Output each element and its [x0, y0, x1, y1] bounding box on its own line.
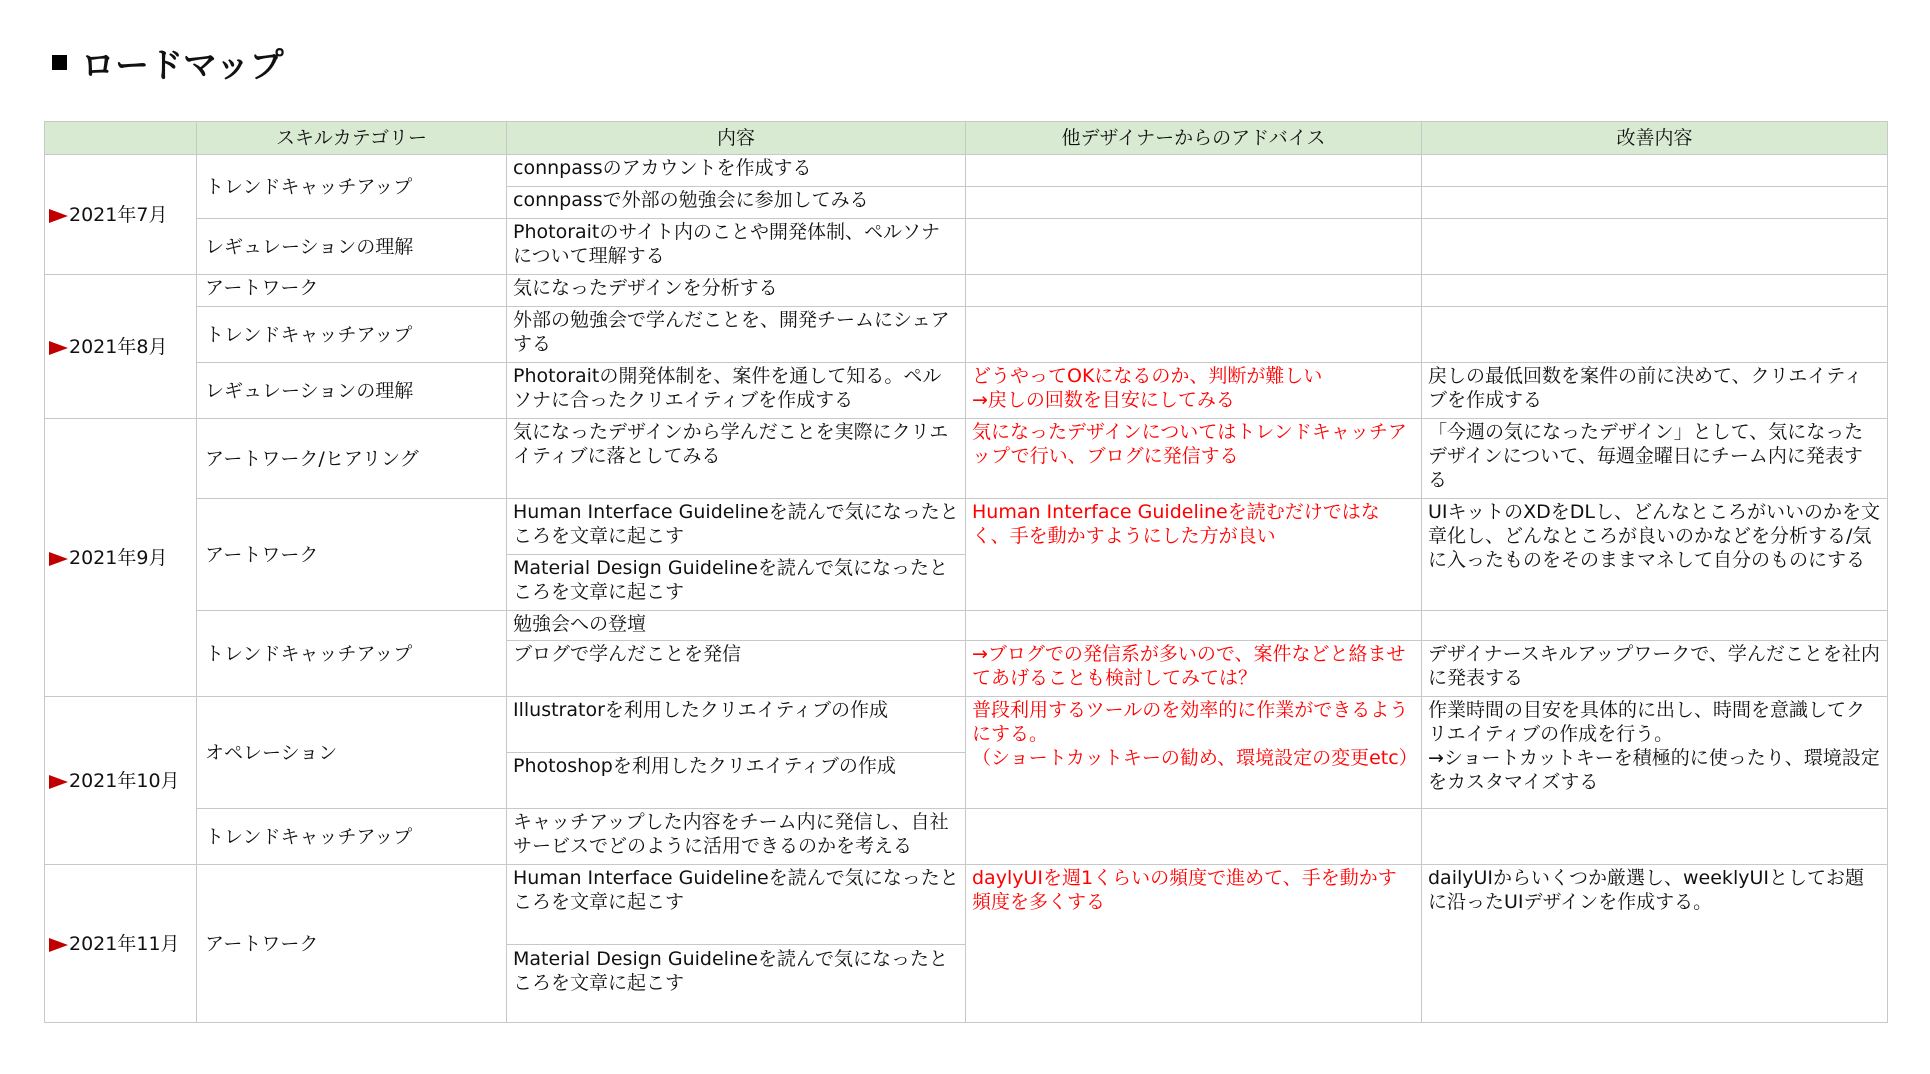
table-row: [45, 809, 1888, 865]
content-cell: Material Design Guidelineを読んで気になったところを文章に起こす: [507, 945, 966, 1023]
category-cell: レギュレーションの理解: [197, 219, 507, 275]
month-cell: [45, 155, 197, 275]
advice-cell: どうやってOKになるのか、判断が難しい →戻しの回数を目安にしてみる: [966, 363, 1422, 419]
content-cell: connpassのアカウントを作成する: [507, 155, 966, 187]
month-cell: [45, 419, 197, 697]
table-row: [45, 307, 1888, 363]
category-cell: トレンドキャッチアップ: [197, 307, 507, 363]
table-row: [45, 611, 1888, 641]
month-cell: [45, 865, 197, 1023]
header-improvement: 改善内容: [1422, 122, 1888, 155]
red-flag-icon: [49, 938, 68, 952]
content-cell: Photoraitのサイト内のことや開発体制、ペルソナについて理解する: [507, 219, 966, 275]
improvement-cell: [1422, 275, 1888, 307]
category-cell: レギュレーションの理解: [197, 363, 507, 419]
table-row: [45, 363, 1888, 419]
month-label: 2021年8月: [69, 335, 168, 358]
red-flag-icon: [49, 775, 68, 789]
content-cell: 勉強会への登壇: [507, 611, 966, 641]
content-cell: Human Interface Guidelineを読んで気になったところを文章に起こす: [507, 865, 966, 945]
content-cell: ブログで学んだことを発信: [507, 641, 966, 697]
category-cell: オペレーション: [197, 697, 507, 809]
improvement-cell: デザイナースキルアップワークで、学んだことを社内に発表する: [1422, 641, 1888, 697]
header-advice: 他デザイナーからのアドバイス: [966, 122, 1422, 155]
improvement-cell: [1422, 307, 1888, 363]
header-content: 内容: [507, 122, 966, 155]
improvement-cell: UIキットのXDをDLし、どんなところがいいのかを文章化し、どんなところが良いのかなどを分析する/気に入ったものをそのままマネして自分のものにする: [1422, 499, 1888, 611]
improvement-cell: 「今週の気になったデザイン」として、気になったデザインについて、毎週金曜日にチーム内に発表する: [1422, 419, 1888, 499]
content-cell: connpassで外部の勉強会に参加してみる: [507, 187, 966, 219]
table-row: [45, 219, 1888, 275]
improvement-cell: 戻しの最低回数を案件の前に決めて、クリエイティブを作成する: [1422, 363, 1888, 419]
advice-cell: [966, 275, 1422, 307]
content-cell: 外部の勉強会で学んだことを、開発チームにシェアする: [507, 307, 966, 363]
advice-cell: daylyUIを週1くらいの頻度で進めて、手を動かす頻度を多くする: [966, 865, 1422, 1023]
red-flag-icon: [49, 209, 68, 223]
header-row: [45, 122, 1888, 155]
content-cell: 気になったデザインから学んだことを実際にクリエイティブに落としてみる: [507, 419, 966, 499]
category-cell: アートワーク/ヒアリング: [197, 419, 507, 499]
improvement-cell: dailyUIからいくつか厳選し、weeklyUIとしてお題に沿ったUIデザインを作成する。: [1422, 865, 1888, 1023]
content-cell: キャッチアップした内容をチーム内に発信し、自社サービスでどのように活用できるのかを考える: [507, 809, 966, 865]
category-cell: アートワーク: [197, 275, 507, 307]
category-cell: トレンドキャッチアップ: [197, 611, 507, 697]
red-flag-icon: [49, 341, 68, 355]
improvement-cell: 作業時間の目安を具体的に出し、時間を意識してクリエイティブの作成を行う。 →ショートカットキーを積極的に使ったり、環境設定をカスタマイズする: [1422, 697, 1888, 809]
month-label: 2021年9月: [69, 546, 168, 569]
red-flag-icon: [49, 552, 68, 566]
month-label: 2021年11月: [69, 932, 180, 955]
advice-cell: [966, 187, 1422, 219]
header-blank: [45, 122, 197, 155]
advice-cell: 気になったデザインについてはトレンドキャッチアップで行い、ブログに発信する: [966, 419, 1422, 499]
content-cell: 気になったデザインを分析する: [507, 275, 966, 307]
content-cell: Illustratorを利用したクリエイティブの作成: [507, 697, 966, 753]
month-cell: [45, 275, 197, 419]
improvement-cell: [1422, 809, 1888, 865]
improvement-cell: [1422, 155, 1888, 187]
square-bullet-icon: [52, 55, 67, 70]
advice-cell: 普段利用するツールのを効率的に作業ができるようにする。 （ショートカットキーの勧め、環境設定の変更etc）: [966, 697, 1422, 809]
table-row: [45, 499, 1888, 555]
table-row: [45, 865, 1888, 945]
advice-cell: Human Interface Guidelineを読むだけではなく、手を動かすようにした方が良い: [966, 499, 1422, 611]
category-cell: アートワーク: [197, 865, 507, 1023]
category-cell: トレンドキャッチアップ: [197, 809, 507, 865]
improvement-cell: [1422, 219, 1888, 275]
advice-cell: →ブログでの発信系が多いので、案件などと絡ませてあげることも検討してみては？: [966, 641, 1422, 697]
content-cell: Human Interface Guidelineを読んで気になったところを文章に起こす: [507, 499, 966, 555]
content-cell: Photoshopを利用したクリエイティブの作成: [507, 753, 966, 809]
advice-cell: [966, 307, 1422, 363]
table-row: [45, 155, 1888, 187]
advice-cell: [966, 611, 1422, 641]
category-cell: トレンドキャッチアップ: [197, 155, 507, 219]
month-label: 2021年10月: [69, 769, 180, 792]
roadmap-table: [44, 121, 1888, 1023]
table-row: [45, 419, 1888, 499]
advice-cell: [966, 155, 1422, 187]
improvement-cell: [1422, 611, 1888, 641]
content-cell: Material Design Guidelineを読んで気になったところを文章に起こす: [507, 555, 966, 611]
advice-cell: [966, 219, 1422, 275]
improvement-cell: [1422, 187, 1888, 219]
content-cell: Photoraitの開発体制を、案件を通して知る。ペルソナに合ったクリエイティブを作成する: [507, 363, 966, 419]
month-label: 2021年7月: [69, 203, 168, 226]
page-title-text: ロードマップ: [81, 46, 284, 86]
category-cell: アートワーク: [197, 499, 507, 611]
table-row: [45, 275, 1888, 307]
month-cell: [45, 697, 197, 865]
page-title: [50, 38, 284, 87]
header-skill-category: スキルカテゴリー: [197, 122, 507, 155]
table-row: [45, 697, 1888, 753]
advice-cell: [966, 809, 1422, 865]
